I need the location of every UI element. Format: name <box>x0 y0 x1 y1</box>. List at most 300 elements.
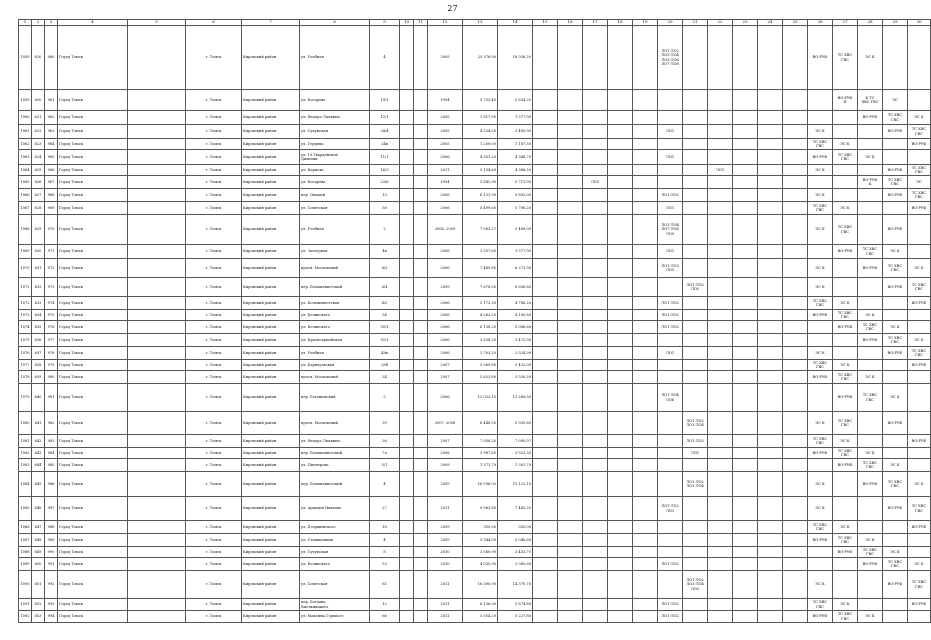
table-cell: Город Томск <box>58 459 128 472</box>
table-cell <box>558 448 583 459</box>
table-cell <box>400 611 414 623</box>
table-cell <box>633 371 658 384</box>
table-cell: 3 569,90 <box>463 547 498 558</box>
table-cell: Город Томск <box>58 310 128 321</box>
table-cell <box>833 189 858 202</box>
table-cell: 2006 <box>428 347 463 360</box>
table-row <box>19 150 931 165</box>
table-cell: ЭС К <box>808 165 833 176</box>
table-cell: 5 <box>370 384 400 412</box>
table-cell <box>733 111 758 125</box>
table-cell <box>558 111 583 125</box>
table-cell: Кировский район <box>242 150 300 165</box>
table-cell: 1059 <box>19 90 32 111</box>
table-cell <box>708 347 733 360</box>
table-cell <box>783 459 808 472</box>
table-cell: 6 138,20 <box>463 321 498 334</box>
table-cell: ул. Большевистская <box>300 297 370 310</box>
table-cell: ТС ХВС ГВС <box>883 472 908 497</box>
table-cell <box>608 176 633 189</box>
table-cell <box>808 334 833 347</box>
table-cell: Кировский район <box>242 321 300 334</box>
table-cell: 2006 <box>428 310 463 321</box>
table-cell: г. Томск <box>186 472 242 497</box>
table-cell <box>633 90 658 111</box>
table-cell <box>658 435 683 448</box>
table-cell <box>683 371 708 384</box>
table-cell: ЭС К <box>858 26 883 90</box>
table-cell <box>633 547 658 558</box>
table-row <box>19 111 931 125</box>
table-cell: 967 <box>45 176 58 189</box>
table-cell <box>583 497 608 521</box>
table-cell: г. Томск <box>186 189 242 202</box>
column-header: 3 <box>45 20 58 26</box>
table-cell: пер. Богашевский <box>300 384 370 412</box>
table-cell: Кировский район <box>242 139 300 150</box>
table-cell: 968 <box>45 189 58 202</box>
table-cell: 973 <box>45 278 58 297</box>
table-cell <box>533 371 558 384</box>
table-cell: ЛО1-ЛО2 ЛО3-ЛО4 ЛО5-ЛО6 ЛО7-ЛО8 <box>658 26 683 90</box>
table-cell: 6 136,00 <box>463 599 498 611</box>
table-cell: 637 <box>32 347 45 360</box>
table-cell <box>414 278 428 297</box>
table-cell <box>608 334 633 347</box>
column-header: 6 <box>186 20 242 26</box>
table-cell: Город Томск <box>58 90 128 111</box>
table-cell: 994 <box>45 611 58 623</box>
table-cell: ул. Аркадия Иванова <box>300 497 370 521</box>
table-cell: ЛО1 <box>583 176 608 189</box>
table-cell <box>908 215 931 245</box>
table-row <box>19 165 931 176</box>
table-cell: ЭС К <box>833 360 858 371</box>
table-cell: ТС ХВС ГВС <box>833 534 858 547</box>
table-cell <box>533 176 558 189</box>
table-cell <box>558 371 583 384</box>
table-cell: 2007 <box>428 371 463 384</box>
table-cell: Кировский район <box>242 189 300 202</box>
table-cell <box>583 571 608 599</box>
table-cell <box>633 412 658 435</box>
table-cell: 24 <box>370 371 400 384</box>
table-cell: ВО-РУФ <box>908 599 931 611</box>
table-cell: ул. Пионерова <box>300 459 370 472</box>
table-cell: 983 <box>45 435 58 448</box>
table-cell <box>400 321 414 334</box>
table-cell <box>883 599 908 611</box>
table-cell <box>633 534 658 547</box>
table-cell <box>733 245 758 259</box>
table-cell <box>400 521 414 534</box>
table-cell: ЭС К <box>908 334 931 347</box>
table-cell: г. Томск <box>186 245 242 259</box>
table-cell <box>400 176 414 189</box>
table-cell <box>583 245 608 259</box>
table-cell <box>783 310 808 321</box>
table-cell <box>883 139 908 150</box>
table-cell <box>608 189 633 202</box>
table-cell <box>583 384 608 412</box>
table-row <box>19 558 931 571</box>
table-cell <box>783 278 808 297</box>
table-cell: 961 <box>45 90 58 111</box>
table-cell <box>400 435 414 448</box>
table-cell: 5 530,20 <box>498 371 533 384</box>
table-cell <box>128 371 186 384</box>
table-cell: 5 432,00 <box>498 360 533 371</box>
table-cell <box>883 521 908 534</box>
table-cell: ВО-РУФ <box>808 611 833 623</box>
table-cell: Город Томск <box>58 297 128 310</box>
table-cell <box>608 26 633 90</box>
table-cell <box>733 139 758 150</box>
table-cell: Кировский район <box>242 611 300 623</box>
table-cell <box>758 547 783 558</box>
table-cell: ул. Станционная <box>300 534 370 547</box>
table-cell: Кировский район <box>242 176 300 189</box>
table-cell: 987 <box>45 497 58 521</box>
table-cell: Кировский район <box>242 472 300 497</box>
table-cell <box>414 150 428 165</box>
table-cell <box>783 150 808 165</box>
table-cell <box>858 297 883 310</box>
table-cell: ЛО1 <box>658 125 683 139</box>
table-cell: г. Томск <box>186 599 242 611</box>
table-cell <box>758 459 783 472</box>
table-cell: г. Томск <box>186 90 242 111</box>
table-cell <box>633 521 658 534</box>
table-cell: 355,00 <box>463 521 498 534</box>
table-cell <box>758 534 783 547</box>
table-cell: Кировский район <box>242 435 300 448</box>
table-cell <box>758 245 783 259</box>
table-cell <box>783 202 808 215</box>
table-cell <box>783 125 808 139</box>
column-header: 24 <box>758 20 783 26</box>
table-cell: 621 <box>32 111 45 125</box>
table-cell: 977 <box>45 334 58 347</box>
table-cell <box>858 139 883 150</box>
table-cell <box>400 90 414 111</box>
table-cell: 5 935,60 <box>498 412 533 435</box>
table-cell <box>908 321 931 334</box>
table-cell <box>128 360 186 371</box>
table-cell: Кировский район <box>242 521 300 534</box>
table-cell: ул. 19 Гвардейской Дивизии <box>300 150 370 165</box>
table-cell <box>733 278 758 297</box>
table-cell: 4 100,80 <box>498 310 533 321</box>
table-cell: Город Томск <box>58 571 128 599</box>
table-cell: ТС ХВС ГВС <box>883 176 908 189</box>
table-row <box>19 371 931 384</box>
table-cell <box>683 165 708 176</box>
table-cell <box>808 459 833 472</box>
table-cell <box>833 334 858 347</box>
table-cell <box>833 558 858 571</box>
table-cell <box>128 497 186 521</box>
table-cell <box>908 611 931 623</box>
table-cell: ВО-РУФ К <box>858 176 883 189</box>
table-cell <box>633 125 658 139</box>
table-cell <box>783 435 808 448</box>
table-row <box>19 384 931 412</box>
table-cell: 2011 <box>428 611 463 623</box>
table-cell: ЭС К <box>858 310 883 321</box>
table-cell <box>414 497 428 521</box>
table-cell <box>533 202 558 215</box>
table-cell: ЛО1-ЛО2 ЛО3-ЛО4 ЛО5 <box>683 571 708 599</box>
table-cell <box>758 90 783 111</box>
table-cell <box>533 360 558 371</box>
table-cell <box>608 297 633 310</box>
table-cell <box>583 435 608 448</box>
table-cell <box>758 435 783 448</box>
table-cell <box>908 448 931 459</box>
table-cell: 647 <box>32 521 45 534</box>
table-cell <box>608 165 633 176</box>
table-cell <box>558 334 583 347</box>
table-cell <box>683 347 708 360</box>
table-cell <box>683 189 708 202</box>
table-cell: ТС ХВС ГВС <box>883 334 908 347</box>
table-cell: 7 678,00 <box>463 278 498 297</box>
table-cell: ТС ХВС ГВС <box>833 310 858 321</box>
table-cell: Кировский район <box>242 412 300 435</box>
table-cell <box>558 599 583 611</box>
table-cell: 4 386,20 <box>498 165 533 176</box>
table-cell: г. Томск <box>186 558 242 571</box>
table-cell: Город Томск <box>58 360 128 371</box>
table-cell <box>608 360 633 371</box>
table-cell <box>414 435 428 448</box>
table-cell <box>783 189 808 202</box>
table-cell <box>683 547 708 558</box>
table-cell: 66 <box>370 611 400 623</box>
table-cell <box>683 558 708 571</box>
table-cell <box>858 347 883 360</box>
table-cell <box>758 310 783 321</box>
table-cell <box>708 189 733 202</box>
table-cell: ЛО1-ЛО2 <box>658 310 683 321</box>
table-cell: Город Томск <box>58 176 128 189</box>
table-cell <box>658 571 683 599</box>
table-cell <box>414 259 428 278</box>
table-cell <box>783 412 808 435</box>
table-cell <box>128 321 186 334</box>
table-cell: ул. Советская <box>300 571 370 599</box>
table-cell <box>533 558 558 571</box>
table-cell <box>908 547 931 558</box>
table-cell: ТС ХВС ГВС <box>908 571 931 599</box>
table-cell: 5 569,80 <box>463 360 498 371</box>
table-cell: 2010 <box>428 547 463 558</box>
table-cell <box>583 611 608 623</box>
table-cell: 1062 <box>19 139 32 150</box>
table-cell: ул. Учебная <box>300 26 370 90</box>
table-cell <box>608 459 633 472</box>
table-cell: 12 <box>370 599 400 611</box>
table-cell: ЭС К <box>808 347 833 360</box>
table-cell: 1080 <box>19 412 32 435</box>
table-cell: 2006 <box>428 259 463 278</box>
table-cell: 4 <box>370 472 400 497</box>
table-cell: 16 596,03 <box>463 472 498 497</box>
table-cell <box>414 558 428 571</box>
table-cell: ТС ХВС ГВС <box>883 558 908 571</box>
table-cell <box>658 334 683 347</box>
table-cell <box>783 139 808 150</box>
table-cell <box>883 26 908 90</box>
table-cell <box>533 139 558 150</box>
table-cell: 4в <box>370 245 400 259</box>
table-cell: ТС ХВС ГВС <box>833 611 858 623</box>
table-cell <box>908 412 931 435</box>
table-cell: ЛО1-ЛО2 <box>683 435 708 448</box>
table-cell <box>708 245 733 259</box>
table-cell <box>758 125 783 139</box>
table-cell <box>833 472 858 497</box>
table-cell <box>683 360 708 371</box>
table-cell <box>633 558 658 571</box>
table-cell: ул. Косарева <box>300 90 370 111</box>
table-cell: К ТС ХВС ГВС <box>858 90 883 111</box>
table-cell: ЛО1 <box>658 150 683 165</box>
table-cell: 11 268,50 <box>498 384 533 412</box>
table-cell: 1085 <box>19 497 32 521</box>
table-cell <box>128 571 186 599</box>
table-row <box>19 435 931 448</box>
table-cell <box>708 547 733 558</box>
table-cell: Кировский район <box>242 297 300 310</box>
table-cell: 28/4 <box>370 125 400 139</box>
table-cell <box>733 547 758 558</box>
table-cell <box>733 360 758 371</box>
table-cell: 2006 <box>428 321 463 334</box>
table-cell: 1071 <box>19 278 32 297</box>
table-cell <box>808 90 833 111</box>
table-cell <box>558 347 583 360</box>
table-cell: ЭС К <box>833 202 858 215</box>
table-cell: 54 <box>370 310 400 321</box>
table-cell: Кировский район <box>242 534 300 547</box>
table-cell: ВО-РУФ <box>833 459 858 472</box>
table-cell <box>608 521 633 534</box>
table-cell <box>658 371 683 384</box>
table-cell <box>633 176 658 189</box>
table-cell: ул. Косарева <box>300 176 370 189</box>
table-cell <box>708 150 733 165</box>
table-cell: 3 985,60 <box>498 558 533 571</box>
table-cell: 969 <box>45 202 58 215</box>
table-cell: ЭС К <box>808 259 833 278</box>
table-cell: 2006 <box>428 334 463 347</box>
table-cell <box>708 297 733 310</box>
table-cell <box>533 278 558 297</box>
table-cell: 1076 <box>19 347 32 360</box>
table-cell: ул. Учебная <box>300 215 370 245</box>
table-cell: г. Томск <box>186 534 242 547</box>
table-cell: г. Томск <box>186 297 242 310</box>
table-cell: 644 <box>32 459 45 472</box>
table-cell: 23/6 <box>370 176 400 189</box>
table-cell <box>758 111 783 125</box>
table-cell: ВО-РУФ <box>808 534 833 547</box>
table-cell: ЭС К <box>833 599 858 611</box>
table-cell: 5 227,80 <box>498 611 533 623</box>
table-cell <box>608 111 633 125</box>
table-cell <box>608 534 633 547</box>
table-cell <box>128 558 186 571</box>
table-cell <box>583 26 608 90</box>
table-cell <box>633 571 658 599</box>
table-cell <box>414 202 428 215</box>
table-cell <box>583 521 608 534</box>
table-cell: 2009 <box>428 459 463 472</box>
table-cell: ул. Белинского <box>300 558 370 571</box>
table-cell: ТС ХВС ГВС <box>833 150 858 165</box>
table-cell: 1063 <box>19 150 32 165</box>
table-cell <box>783 334 808 347</box>
table-cell <box>858 497 883 521</box>
table-row <box>19 245 931 259</box>
table-cell <box>583 297 608 310</box>
table-cell: 628 <box>32 202 45 215</box>
table-cell <box>558 459 583 472</box>
table-cell <box>128 297 186 310</box>
table-cell <box>608 547 633 558</box>
table-cell: 986 <box>45 472 58 497</box>
table-cell: 993 <box>45 599 58 611</box>
table-cell <box>633 26 658 90</box>
table-cell <box>533 547 558 558</box>
table-cell: ЭС К <box>833 139 858 150</box>
table-cell <box>883 611 908 623</box>
table-cell: ЛО1-ЛО2 <box>658 558 683 571</box>
table-cell <box>400 547 414 558</box>
table-cell <box>608 202 633 215</box>
table-cell <box>608 215 633 245</box>
table-cell: 1073 <box>19 310 32 321</box>
table-cell: 989 <box>45 534 58 547</box>
table-cell <box>633 150 658 165</box>
table-cell <box>414 611 428 623</box>
table-cell <box>883 360 908 371</box>
table-cell: 2011 <box>428 497 463 521</box>
table-row <box>19 90 931 111</box>
table-cell <box>808 384 833 412</box>
table-cell: 1090 <box>19 571 32 599</box>
table-cell: 1079 <box>19 384 32 412</box>
table-cell <box>733 448 758 459</box>
table-cell: 1082 <box>19 448 32 459</box>
table-cell <box>858 202 883 215</box>
table-cell: ВО-РУФ <box>883 189 908 202</box>
table-cell <box>608 245 633 259</box>
table-cell: 2005 <box>428 139 463 150</box>
table-cell: 976 <box>45 321 58 334</box>
table-cell <box>633 347 658 360</box>
table-cell <box>583 259 608 278</box>
table-cell <box>783 371 808 384</box>
table-cell: 7 063,27 <box>463 215 498 245</box>
table-cell <box>633 139 658 150</box>
table-cell <box>733 310 758 321</box>
table-cell <box>128 245 186 259</box>
table-cell <box>633 111 658 125</box>
table-cell <box>783 215 808 245</box>
